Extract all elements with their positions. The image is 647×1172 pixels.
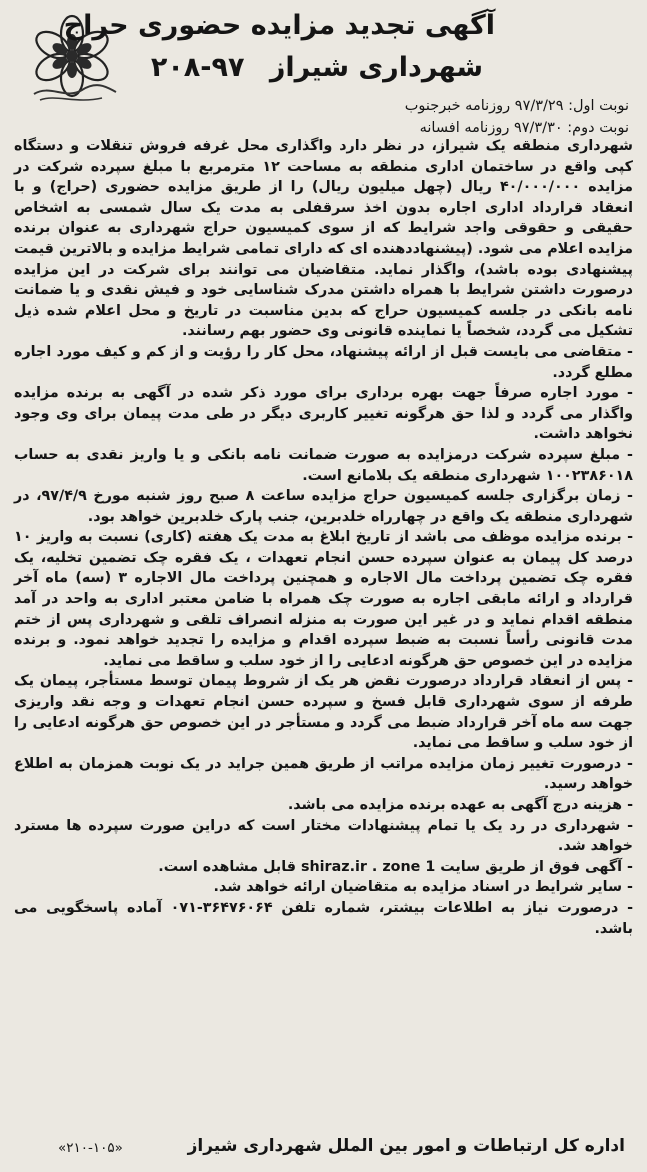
notice-number: ۲۰۸-۹۷: [150, 52, 245, 83]
condition-item: - سایر شرایط در اسناد مزایده به متقاضیان ارائه خواهد شد.: [213, 879, 633, 896]
notice-header: [14, 6, 633, 136]
condition-item: - زمان برگزاری جلسه کمیسیون حراج مزایده ساعت ۸ صبح روز شنبه مورخ ۹۷/۴/۹، در شهرداری منطقه یک واقع در چهارراه خلدبرین، جنب پارک خلدبرین خواهد بود.: [14, 488, 633, 525]
issuer-name: اداره کل ارتباطات و امور بین الملل شهرداری شیراز: [187, 1136, 625, 1156]
condition-item: - متقاضی می بایست قبل از ارائه پیشنهاد، محل کار را رؤیت و از کم و کیف مورد اجاره مطلع گردد.: [14, 343, 633, 381]
condition-item: - پس از انعقاد قرارداد درصورت نقض هر یک از شروط پیمان توسط مستأجر، پیمان یک طرفه از سوی شهرداری قابل فسخ و سپرده حسن انجام تعهدات و وجه نقد واریزی جهت سه ماه آخر قرارداد ضبط می گردد و مستأجر در این خصوص حق هرگونه ادعایی را از خود سلب و ساقط می نماید.: [14, 673, 633, 752]
first-publication: نوبت اول: ۹۷/۳/۲۹ روزنامه خبرجنوب: [404, 98, 629, 114]
notice-code: «۲۱۰-۱۰۵»: [58, 1140, 123, 1156]
condition-item: - درصورت تغییر زمان مزایده مراتب از طریق همین جراید در یک نوبت همزمان به اطلاع خواهد رسید.: [14, 755, 633, 793]
condition-item: - مورد اجاره صرفاً جهت بهره برداری برای مورد ذکر شده در آگهی به برنده مزایده واگذار می گردد و لذا حق هرگونه تغییر کاربری دیگر در طی مدت پیمان برای وی وجود نخواهد داشت.: [14, 385, 633, 443]
condition-item: - برنده مزایده موظف می باشد از تاریخ ابلاغ به مدت یک هفته (کاری) نسبت به واریز ۱۰ درصد کل پیمان به عنوان سپرده حسن انجام تعهدات ، یک فقره چک تضمین تخلیه، یک فقره چک تضمین پرداخت مال الاجاره و همچنین پرداخت مال الاجاره ۳ (سه) ماه آخر قرارداد و ارائه مابقی اجاره به صورت چک همراه با ضامن معتبر اداری به واحد در آمد منطقه اقدام نماید و در غیر این صورت به منزله انصراف تلقی و شهرداری پس از ختم مدت قانونی رأساً نسبت به ضبط سپرده اقدام و مزایده را تجدید خواهد نمود. و برنده مزایده در این خصوص حق هرگونه ادعایی را از خود سلب و ساقط می نماید.: [14, 529, 633, 669]
condition-item: - شهرداری در رد یک یا تمام پیشنهادات مختار است که دراین صورت سپرده ها مسترد خواهد شد.: [14, 817, 633, 855]
condition-item: - مبلغ سپرده شرکت درمزایده به صورت ضمانت نامه بانکی و یا واریز نقدی به حساب ۱۰۰۲۳۸۶۰۱۸ شهرداری منطقه یک بلامانع است.: [14, 446, 633, 484]
condition-item: - آگهی فوق از طریق سایت shiraz.ir . zone 1 قابل مشاهده است.: [158, 858, 633, 875]
municipality-name: شهرداری شیراز: [269, 52, 483, 83]
notice-subtitle: [151, 52, 483, 83]
second-publication: نوبت دوم: ۹۷/۳/۳۰ روزنامه افسانه: [419, 120, 629, 136]
intro-paragraph: شهرداری منطقه یک شیراز، در نظر دارد واگذاری محل غرفه فروش تنقلات و دستگاه کپی واقع در ساختمان اداری منطقه به مساحت ۱۲ مترمربع با مبلغ سپرده شرکت در مزایده ۴۰/۰۰۰/۰۰۰ ریال (چهل میلیون ریال) را از طریق مزایده حضوری (حراج) و با انعقاد قرارداد اداری اجاره بدون اخذ سرقفلی به مدت یک سال شمسی به اشخاص حقیقی و حقوقی واجد شرایط که از سوی کمیسیون حراج شهرداری به عنوان برنده مزایده اعلام می شود. (پیشنهاددهنده ای که دارای تمامی شرایط مزایده و بالاترین قیمت پیشنهادی بوده باشد)، واگذار نماید. متقاضیان می توانند برای شرکت در این مزایده درصورت داشتن شرایط با همراه داشتن مدرک شناسایی خود و فیش نقدی و یا ضمانت نامه بانکی در جلسه کمیسیون حراج که بدین مناسبت در تاریخ و محل اعلام شده ذیل تشکیل می گردد، شخصاً یا نماینده قانونی وی حضور بهم رسانند.: [14, 138, 633, 340]
notice-title: آگهی تجدید مزایده حضوری حراج: [63, 10, 495, 41]
condition-item: - هزینه درج آگهی به عهده برنده مزایده می باشد.: [287, 797, 633, 813]
notice-body: [14, 136, 633, 939]
condition-item: - درصورت نیاز به اطلاعات بیشتر، شماره تلفن ۳۶۴۷۶۰۶۴-۰۷۱ آماده پاسخگویی می باشد.: [14, 899, 633, 937]
notice-footer: [18, 1136, 629, 1166]
